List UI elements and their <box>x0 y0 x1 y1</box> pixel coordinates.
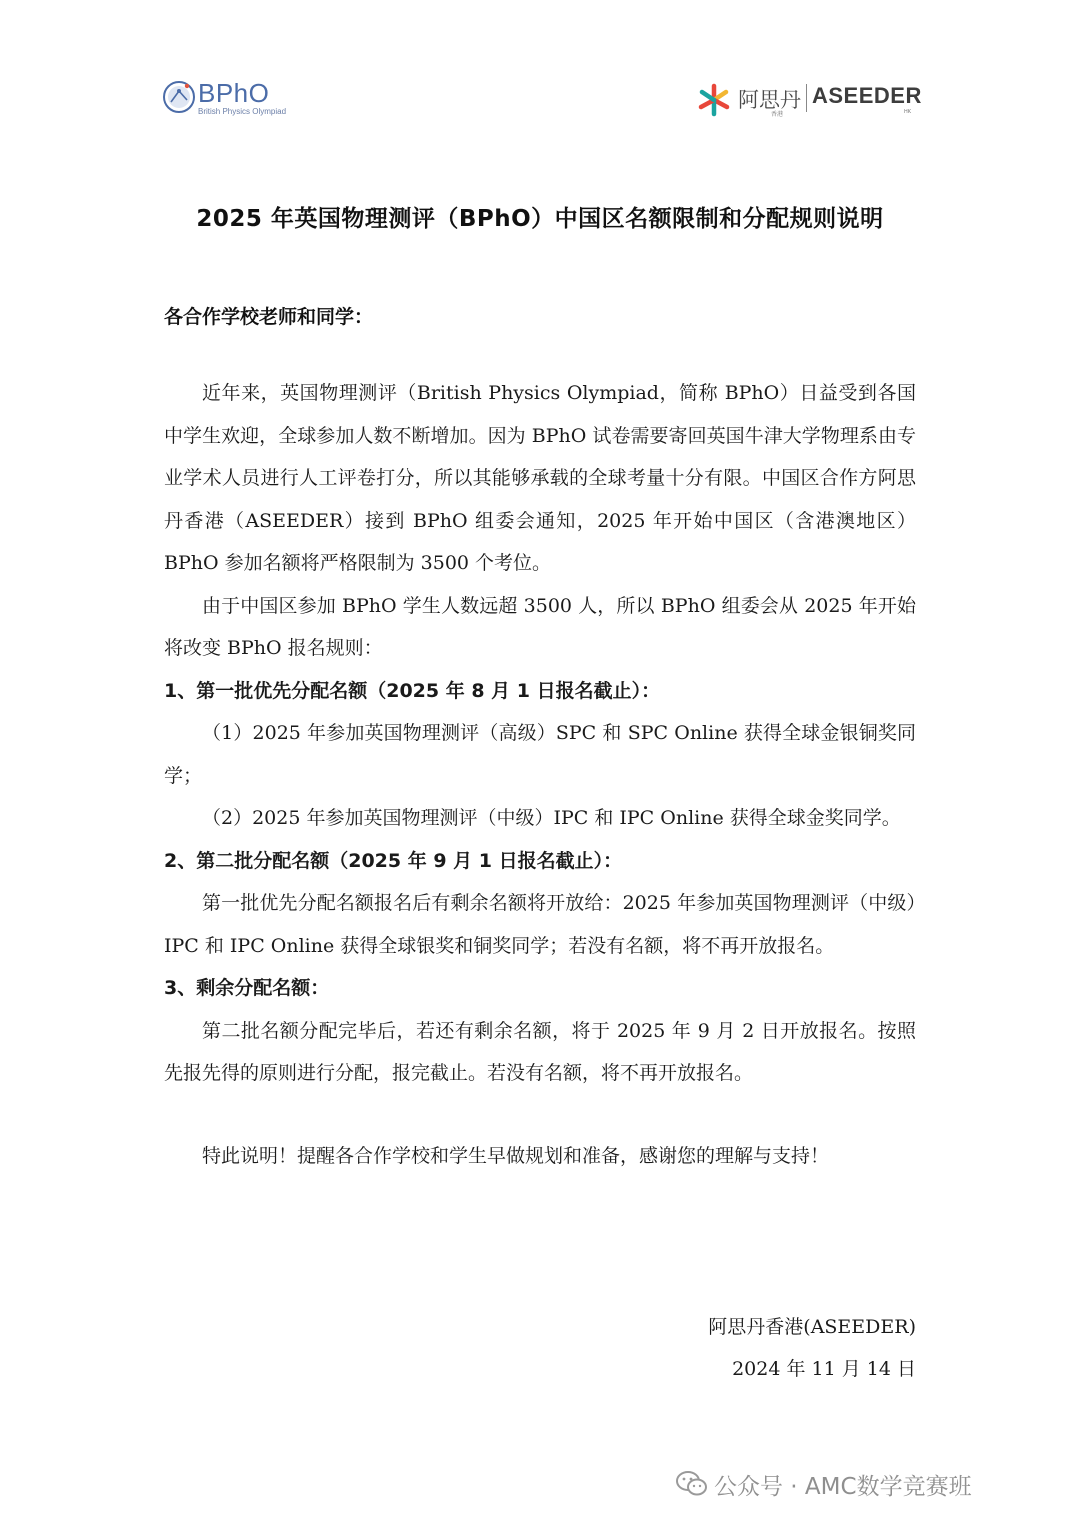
section3-body: 第二批名额分配完毕后，若还有剩余名额，将于 2025 年 9 月 2 日开放报名。按照先报先得的原则进行分配，报完截止。若没有名额，将不再开放报名。 <box>164 1019 916 1084</box>
rule-change-paragraph: 由于中国区参加 BPhO 学生人数远超 3500 人，所以 BPhO 组委会从 2025 年开始将改变 BPhO 报名规则： <box>164 594 916 659</box>
section3-heading: 3、剩余分配名额： <box>164 977 330 999</box>
closing-paragraph: 特此说明！提醒各合作学校和学生早做规划和准备，感谢您的理解与支持！ <box>202 1144 830 1167</box>
aseeder-logo-tiny-en: HK <box>904 109 912 115</box>
section1-item2: （2）2025 年参加英国物理测评（中级）IPC 和 IPC Online 获得全球金奖同学。 <box>202 807 901 829</box>
document-title: 2025 年英国物理测评（BPhO）中国区名额限制和分配规则说明 <box>196 206 884 232</box>
watermark-text: 公众号 · AMC数学竞赛班 <box>714 1474 972 1500</box>
wechat-icon <box>676 1470 708 1498</box>
bpho-emblem-icon <box>162 80 196 114</box>
intro-paragraph: 近年来，英国物理测评（British Physics Olympiad，简称 BPhO）日益受到各国中学生欢迎，全球参加人数不断增加。因为 BPhO 试卷需要寄回英国牛津大学物理系由专业学术人员进行人工评卷打分，所以其能够承载的全球考量十分有限。中国区合作方阿思丹香港（ASEEDER）接到 BPhO 组委会通知，2025 年开始中国区（含港澳地区）BPhO 参加名额将严格限制为 3500 个考位。 <box>164 382 916 574</box>
aseeder-logo-tiny-cn: 香港 <box>771 111 784 118</box>
bpho-logo-name: BPhO <box>198 78 270 108</box>
aseeder-logo-cn: 阿思丹 <box>738 88 801 112</box>
salutation: 各合作学校老师和同学： <box>164 306 374 328</box>
section1-item1: （1）2025 年参加英国物理测评（高级）SPC 和 SPC Online 获得全球金银铜奖同学； <box>164 722 916 787</box>
spacer <box>164 1095 916 1135</box>
section2-body: 第一批优先分配名额报名后有剩余名额将开放给：2025 年参加英国物理测评（中级）IPC 和 IPC Online 获得全球银奖和铜奖同学；若没有名额，将不再开放报名。 <box>164 892 916 957</box>
aseeder-logo-en: ASEEDER <box>812 83 922 108</box>
aseeder-logo-divider <box>806 84 807 112</box>
bpho-logo <box>162 74 302 124</box>
footer-watermark <box>676 1466 1056 1506</box>
signature-org: 阿思丹香港(ASEEDER) <box>708 1316 916 1338</box>
bpho-logo-subtitle: British Physics Olympiad <box>198 107 287 116</box>
document-body <box>164 372 916 1177</box>
aseeder-star-icon <box>696 82 732 118</box>
aseeder-logo <box>696 80 926 124</box>
signature-date: 2024 年 11 月 14 日 <box>732 1358 916 1380</box>
section1-heading: 1、第一批优先分配名额（2025 年 8 月 1 日报名截止）： <box>164 679 661 702</box>
section2-heading: 2、第二批分配名额（2025 年 9 月 1 日报名截止）： <box>164 849 623 872</box>
